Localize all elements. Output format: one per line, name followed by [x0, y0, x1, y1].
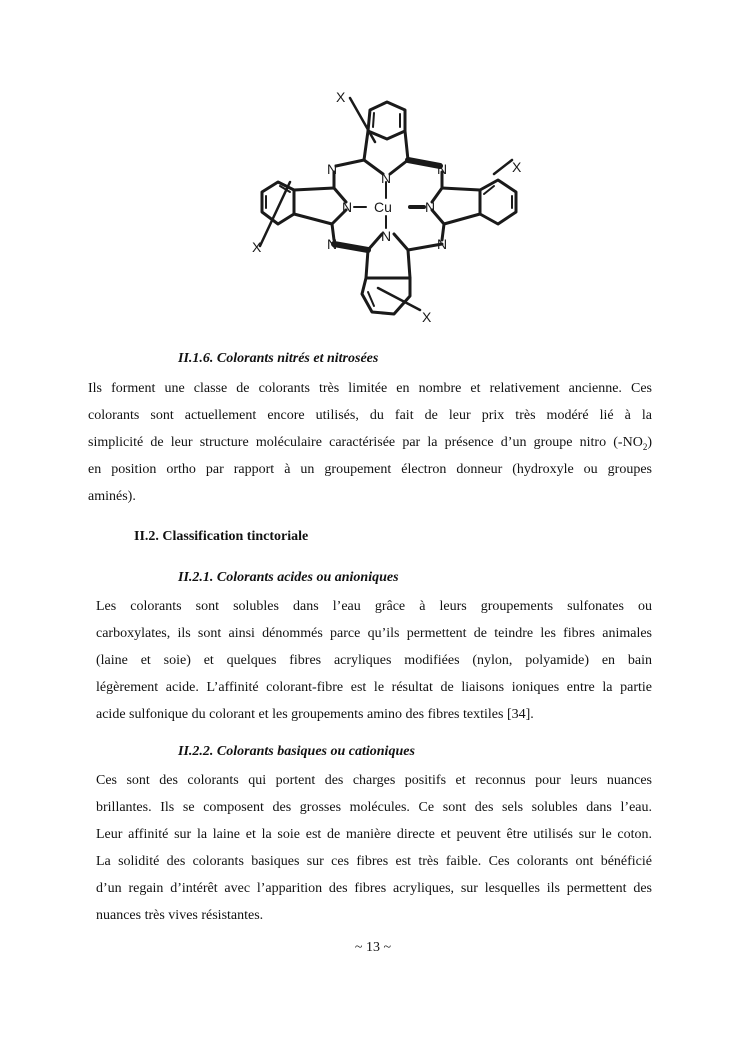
atom-label-n: N	[437, 236, 448, 252]
section-heading-ii-2: II.2. Classification tinctoriale	[134, 529, 309, 544]
paragraph-line: acide sulfonique du colorant et les groupements amino des fibres textiles [34].	[96, 707, 534, 722]
paragraph-line: légèrement acide. L’affinité colorant-fibre est le résultat de liaisons ioniques entre la partie	[96, 680, 652, 695]
paragraph-line: en position ortho par rapport à un groupement électron donneur (hydroxyle ou groupes	[88, 462, 652, 477]
atom-label-n: N	[327, 161, 338, 177]
atom-label-n: N	[437, 161, 448, 177]
atom-label-n: N	[342, 199, 353, 215]
paragraph-line: carboxylates, ils sont ainsi dénommés parce qu’ils permettent de teindre les fibres animales	[96, 626, 652, 641]
paragraph-line: d’un regain d’intérêt avec l’apparition des fibres acryliques, sur lesquelles ils permettent des	[96, 881, 652, 896]
paragraph-line: Leur affinité sur la laine et la soie est de manière directe et peuvent être utilisés sur le coton.	[96, 827, 652, 842]
section-heading-ii-2-1: II.2.1. Colorants acides ou anioniques	[178, 570, 399, 585]
paragraph-basic-dyes	[96, 767, 652, 929]
right-benzene-ring	[480, 180, 516, 224]
right-x-bond	[494, 160, 512, 174]
paragraph-line	[88, 429, 652, 456]
atom-label-n: N	[381, 228, 392, 244]
atom-label-x: X	[512, 159, 522, 175]
paragraph-line: Ces sont des colorants qui portent des charges positifs et reconnus pour leurs nuances	[96, 773, 652, 788]
paragraph-line: brillantes. Ils se composent des grosses molécules. Ce sont des sels solubles dans l’eau.	[96, 800, 652, 815]
closing-paren: )	[647, 435, 652, 450]
paragraph-line: (laine et soie) et quelques fibres acryliques modifiées (nylon, polyamide) en bain	[96, 653, 652, 668]
atom-label-n: N	[327, 236, 338, 252]
phthalocyanine-structure	[250, 82, 530, 327]
paragraph-line: Ils forment une classe de colorants très limitée en nombre et relativement ancienne. Ces	[88, 381, 652, 396]
paragraph-line: aminés).	[88, 489, 136, 504]
subscript-2: 2	[642, 441, 648, 452]
top-x-bond	[350, 98, 375, 142]
atom-label-x: X	[336, 89, 346, 105]
phthalocyanine-figure	[250, 82, 530, 327]
paragraph-line: Les colorants sont solubles dans l’eau grâce à leurs groupements sulfonates ou	[96, 599, 652, 614]
paragraph-line-text: simplicité de leur structure moléculaire caractérisée par la présence d’un groupe nitro (-NO	[88, 435, 643, 450]
atom-label-cu: Cu	[374, 199, 392, 215]
atom-label-x: X	[252, 239, 262, 255]
paragraph-line: colorants sont actuellement encore utilisés, du fait de leur prix très modéré lié à la	[88, 408, 652, 423]
atom-label-n: N	[425, 199, 436, 215]
paragraph-line: nuances très vives résistantes.	[96, 908, 264, 923]
section-heading-ii-1-6: II.1.6. Colorants nitrés et nitrosées	[178, 351, 379, 366]
paragraph-line: La solidité des colorants basiques sur ces fibres est très faible. Ces colorants ont bénéficié	[96, 854, 652, 869]
paragraph-acid-dyes	[96, 593, 652, 728]
section-heading-ii-2-2: II.2.2. Colorants basiques ou cationiques	[178, 744, 415, 759]
page-number: ~ 13 ~	[354, 940, 392, 955]
atom-label-x: X	[422, 309, 432, 325]
atom-label-n: N	[381, 170, 392, 186]
paragraph-nitro-dyes	[88, 375, 652, 510]
